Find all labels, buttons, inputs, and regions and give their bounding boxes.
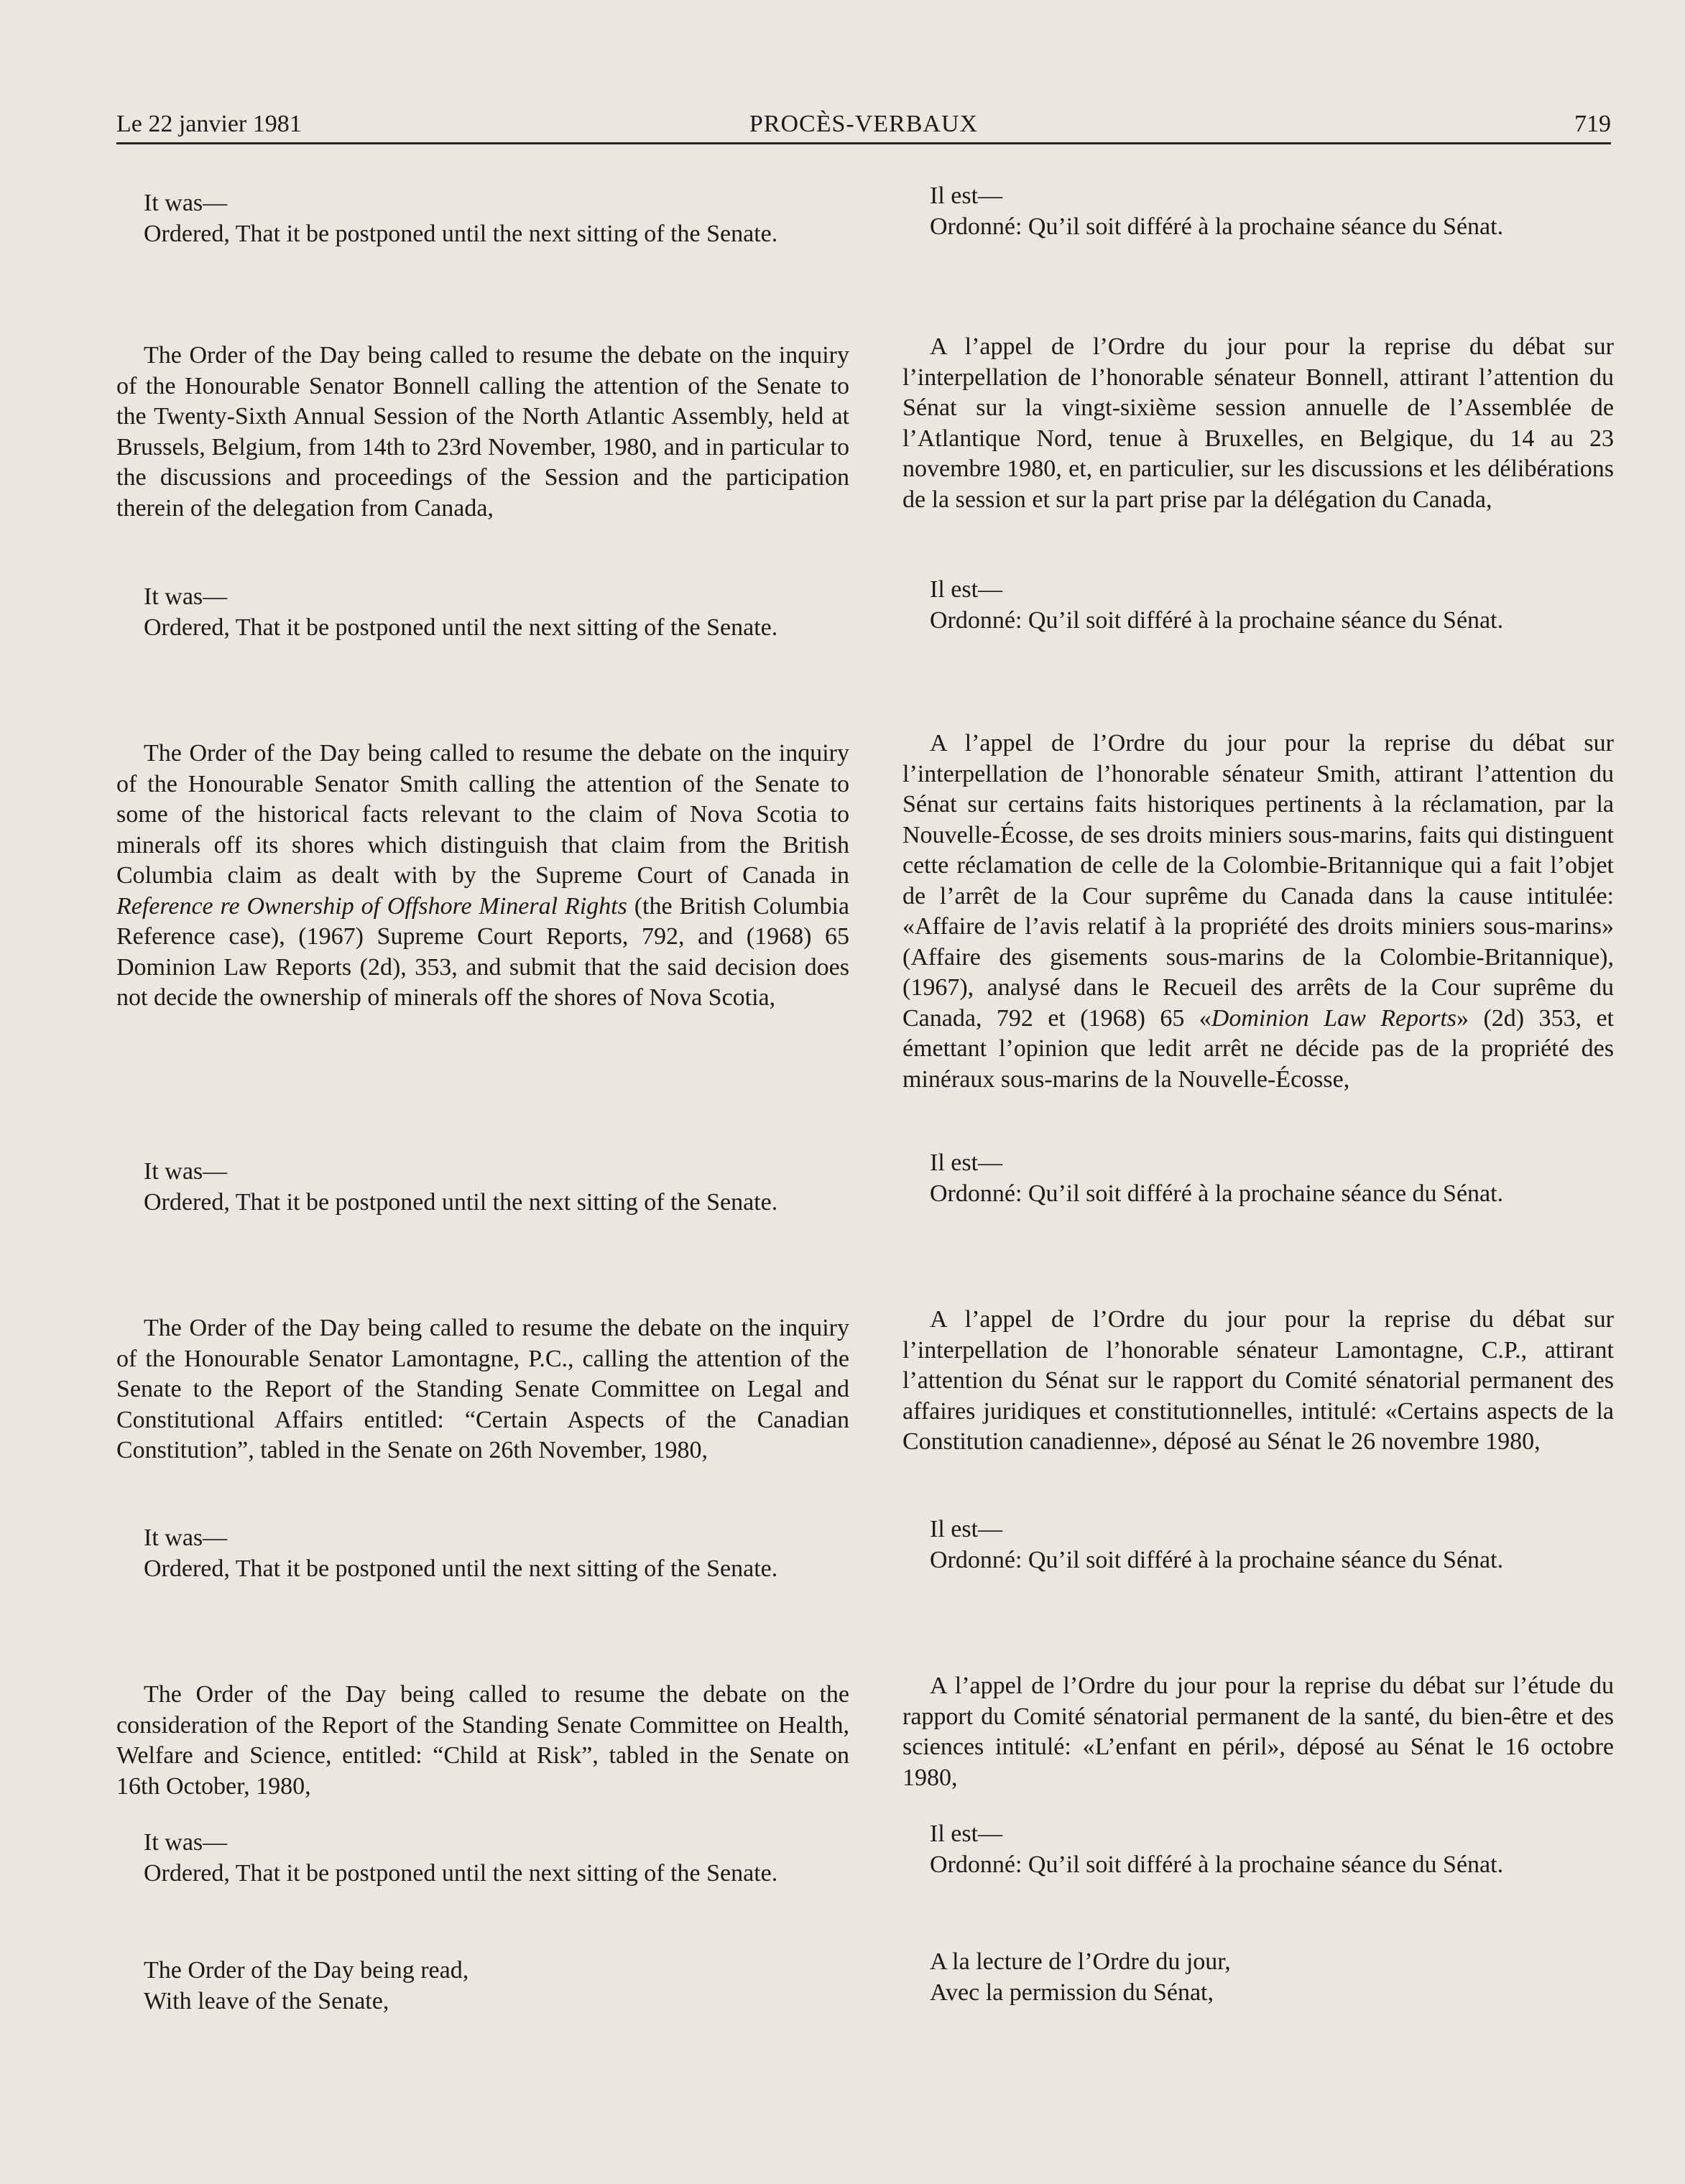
right-block-4 (902, 728, 1614, 1095)
italic-law-reports: Dominion Law Reports (1211, 1004, 1457, 1032)
page-number: 719 (1574, 111, 1611, 137)
paragraph-text: The Order of the Day being called to resume the debate on the inquiry of the Honourable Senator Smith calling the attention of the Senate to some of the historical facts relevant to the claim of Nova Scotia to minerals off its shores which distinguish that claim from the British Columbia claim as dealt with by the Supreme Court of Canada in (116, 740, 849, 889)
paragraph-text: (the British Columbia Reference case), (1967) Supreme Court Reports, 792, and (1968) 65 Dominion Law Reports (2d), 353, and submit that the said decision does not decide the ownership of minerals off the shores of Nova Scotia, (116, 892, 850, 1011)
it-was-line: It was— (144, 1829, 228, 1856)
with-leave-line: With leave of the Senate, (144, 1987, 389, 2014)
left-block-4 (116, 739, 849, 1014)
left-block-8 (116, 1680, 849, 1802)
ordered-line: Ordered, That it be postponed until the next sitting of the Senate. (144, 614, 778, 641)
paragraph-text: A l’appel de l’Ordre du jour pour la reprise du débat sur l’interpellation de l’honorable sénateur Smith, attirant l’attention du Sénat sur certains faits historiques pertinents à la réclamation, par la Nouvelle-Écosse, de ses droits miniers sous-marins, faits qui distinguent cette réclamation de celle de la Colombie-Britannique qui a fait l’objet de l’arrêt de la Cour suprême du Canada dans la cause intitulée: «Affaire de l’avis relatif à la propriété des droits miniers sous-marins» (Affaire des gisements sous-marins de la Colombie-Britannique), (1967), analysé dans le Recueil des arrêts de la Cour suprême du Canada, 792 et (1968) 65 « (902, 730, 1614, 1032)
left-block-1 (116, 188, 849, 249)
ordered-line: Ordered, That it be postponed until the next sitting of the Senate. (144, 1555, 778, 1582)
ordonne-line: Ordonné: Qu’il soit différé à la prochaine séance du Sénat. (930, 1851, 1504, 1878)
ordered-line: Ordered, That it be postponed until the next sitting of the Senate. (144, 220, 778, 247)
italic-case-title: Reference re Ownership of Offshore Mineral Rights (116, 892, 627, 920)
right-block-10 (902, 1947, 1614, 2008)
it-was-line: It was— (144, 190, 228, 216)
ordonne-line: Ordonné: Qu’il soit différé à la prochaine séance du Sénat. (930, 1546, 1504, 1573)
left-block-7 (116, 1523, 849, 1584)
left-block-3 (116, 582, 849, 643)
left-block-6 (116, 1313, 849, 1466)
order-of-day-paragraph: The Order of the Day being called to resume the debate on the inquiry of the Honourable Senator Bonnell calling the attention of the Senate to the Twenty-Sixth Annual Session of the North Atlantic Assembly, held at Brussels, Belgium, from 14th to 23rd November, 1980, and in particular to the discussions and proceedings of the Session and the participation therein of the delegation from Canada, (116, 342, 849, 522)
il-est-line: Il est— (930, 1820, 1003, 1847)
il-est-line: Il est— (930, 576, 1003, 603)
ordonne-line: Ordonné: Qu’il soit différé à la prochaine séance du Sénat. (930, 213, 1504, 240)
right-block-2 (902, 332, 1614, 515)
ordonne-line: Ordonné: Qu’il soit différé à la prochaine séance du Sénat. (930, 606, 1504, 634)
lecture-line: A la lecture de l’Ordre du jour, (930, 1948, 1231, 1975)
it-was-line: It was— (144, 1158, 228, 1185)
left-block-10 (116, 1956, 849, 2017)
order-read-line: The Order of the Day being read, (144, 1957, 469, 1984)
left-block-5 (116, 1157, 849, 1218)
right-block-7 (902, 1514, 1614, 1575)
order-of-day-paragraph: A l’appel de l’Ordre du jour pour la reprise du débat sur l’interpellation de l’honorable sénateur Lamontagne, C.P., attirant l’attention du Sénat sur le rapport du Comité sénatorial permanent des affaires juridiques et constitutionnelles, intitulé: «Certains aspects de la Constitution canadienne», déposé au Sénat le 26 novembre 1980, (902, 1306, 1614, 1455)
il-est-line: Il est— (930, 182, 1003, 209)
right-block-9 (902, 1819, 1614, 1880)
right-block-8 (902, 1671, 1614, 1793)
header-title: PROCÈS-VERBAUX (749, 111, 979, 137)
ordonne-line: Ordonné: Qu’il soit différé à la prochaine séance du Sénat. (930, 1180, 1504, 1207)
left-block-9 (116, 1828, 849, 1889)
order-of-day-paragraph: A l’appel de l’Ordre du jour pour la reprise du débat sur l’interpellation de l’honorable sénateur Bonnell, attirant l’attention du Sénat sur la vingt-sixième session annuelle de l’Assemblée de l’Atlantique Nord, tenue à Bruxelles, en Belgique, du 14 au 23 novembre 1980, et, en particulier, sur les discussions et les délibérations de la session et sur la part prise par la délégation du Canada, (902, 333, 1614, 513)
order-of-day-paragraph (116, 739, 849, 1014)
header-date: Le 22 janvier 1981 (116, 111, 302, 137)
page-header (116, 106, 1611, 144)
order-of-day-paragraph (902, 728, 1614, 1095)
ordered-line: Ordered, That it be postponed until the next sitting of the Senate. (144, 1188, 778, 1216)
left-block-2 (116, 341, 849, 524)
order-of-day-paragraph: The Order of the Day being called to resume the debate on the inquiry of the Honourable Senator Lamontagne, P.C., calling the attention of the Senate to the Report of the Standing Senate Committee on Legal and Constitutional Affairs entitled: “Certain Aspects of the Canadian Constitution”, tabled in the Senate on 26th November, 1980, (116, 1315, 849, 1463)
order-of-day-paragraph: The Order of the Day being called to resume the debate on the consideration of the Report of the Standing Senate Committee on Health, Welfare and Science, entitled: “Child at Risk”, tabled in the Senate on 16th October, 1980, (116, 1681, 849, 1800)
ordered-line: Ordered, That it be postponed until the next sitting of the Senate. (144, 1859, 778, 1887)
order-of-day-paragraph: A l’appel de l’Ordre du jour pour la reprise du débat sur l’étude du rapport du Comité sénatorial permanent de la santé, du bien-être et des sciences intitulé: «L’enfant en péril», déposé au Sénat le 16 octobre 1980, (902, 1672, 1614, 1791)
il-est-line: Il est— (930, 1149, 1003, 1176)
permission-line: Avec la permission du Sénat, (930, 1979, 1214, 2006)
right-block-5 (902, 1148, 1614, 1209)
right-block-1 (902, 181, 1614, 242)
it-was-line: It was— (144, 1524, 228, 1551)
il-est-line: Il est— (930, 1516, 1003, 1542)
right-block-3 (902, 575, 1614, 636)
it-was-line: It was— (144, 583, 228, 610)
right-block-6 (902, 1305, 1614, 1458)
paragraph-text: » (2d) 353, et émettant l’opinion que ledit arrêt ne décide pas de la propriété des minéraux sous-marins de la Nouvelle-Écosse, (902, 1004, 1614, 1093)
